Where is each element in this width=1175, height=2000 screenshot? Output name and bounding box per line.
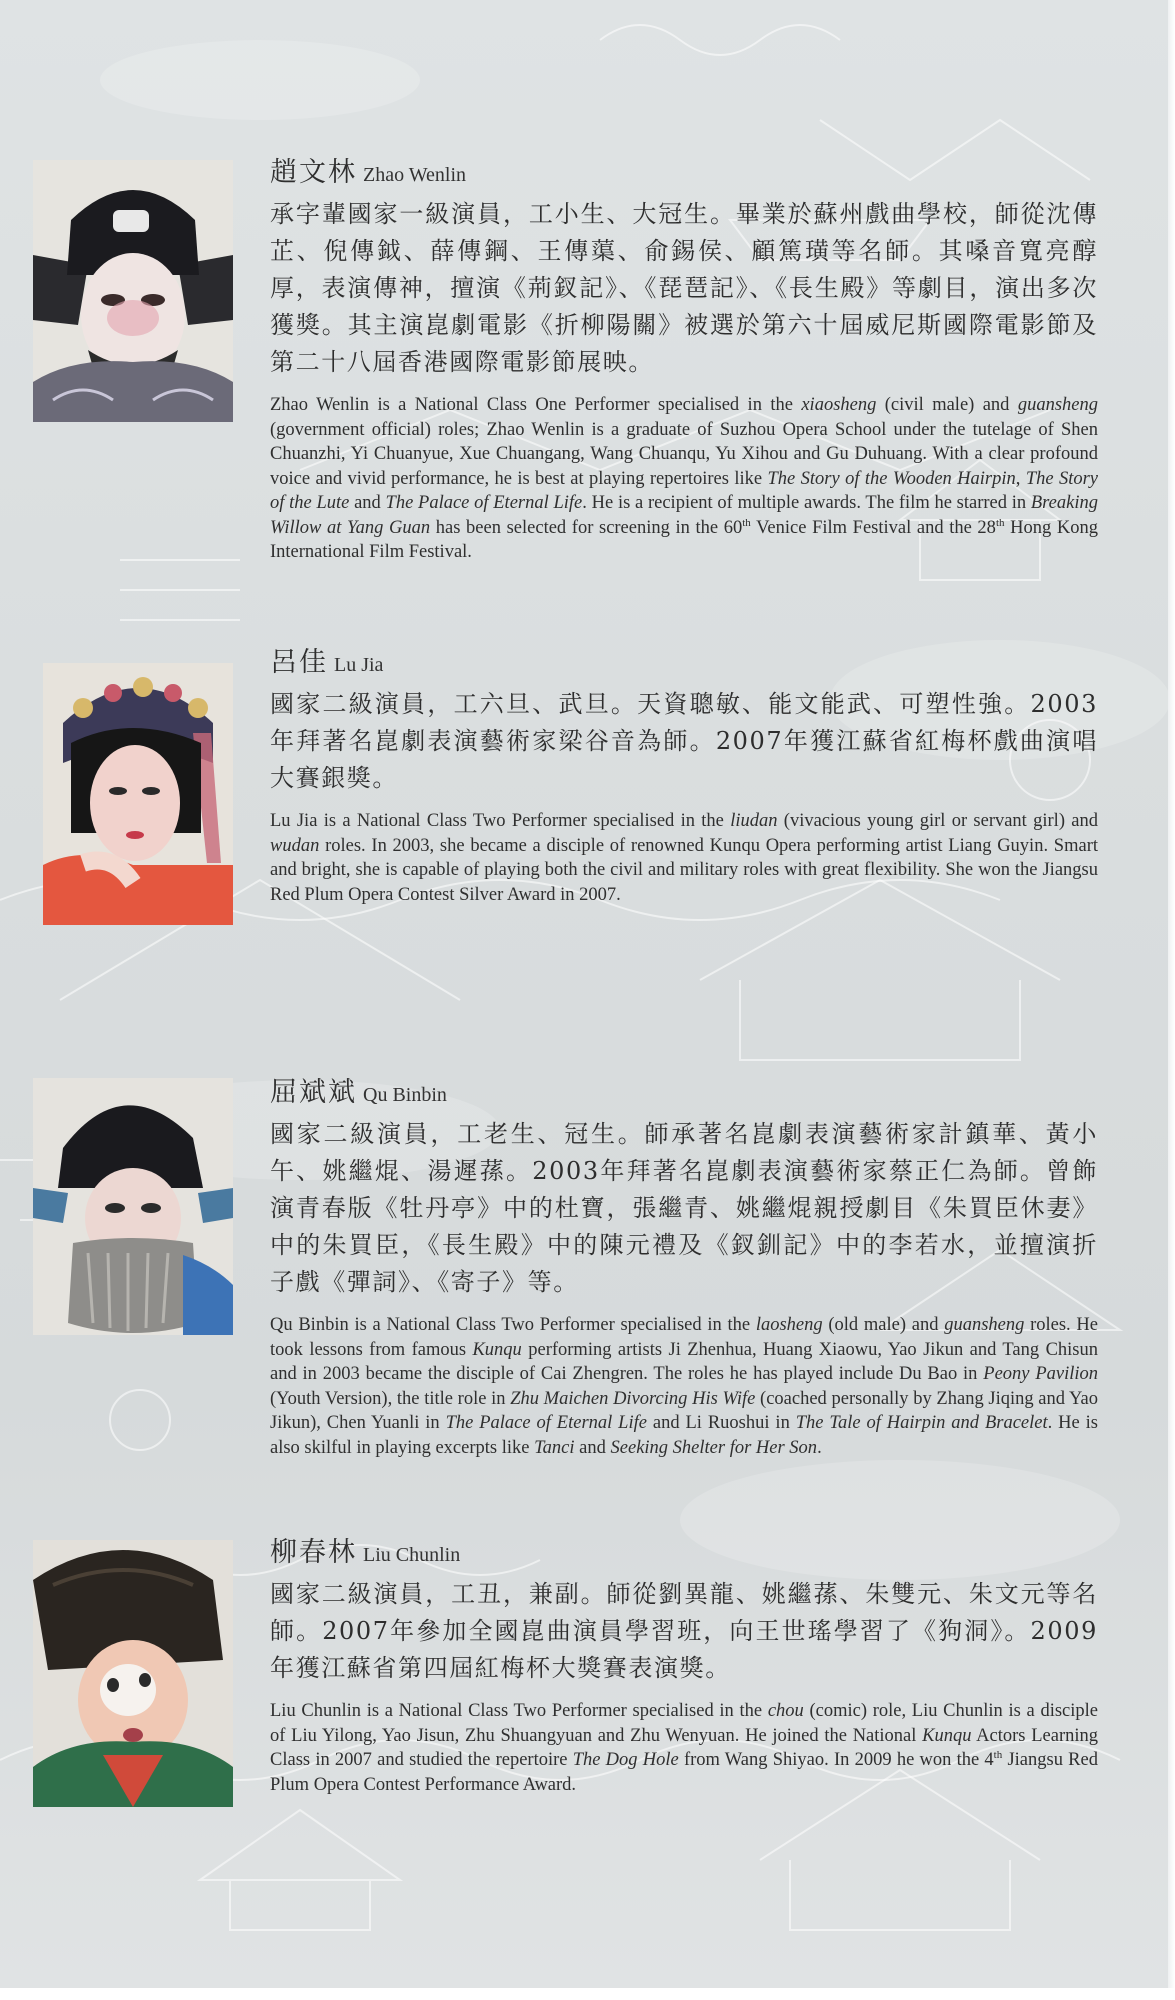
performer-text-1 [270,150,1098,565]
chinese-biography: 國家二級演員，工丑，兼副。師從劉異龍、姚繼蓀、朱雙元、朱文元等名師。2007年參加全國崑曲演員學習班，向王世瑤學習了《狗洞》。2009年獲江蘇省第四屆紅梅杯大獎賽表演獎。 [270,1580,1098,1682]
performer-name-line [270,640,1098,680]
performer-name-line [270,1070,1098,1110]
bio-text: (comic) role, Liu Chunlin is a disciple of Liu Yilong, Yao Jisun, Zhu Shuangyuan and Zhu Wenyuan. He joined the National [270,1701,1099,1746]
bio-text: Qu Binbin is a National Class Two Performer specialised in the [270,1315,756,1335]
work-title: Zhu Maichen Divorcing His Wife [510,1388,756,1409]
role-term: wudan [270,835,320,856]
work-title: The Dog Hole [572,1750,679,1770]
english-name: Lu Jia [334,654,384,676]
english-biography [270,1699,1098,1797]
work-title: The Tale of Hairpin and Bracelet [795,1413,1048,1433]
performer-text-3 [270,1070,1098,1460]
page-right-edge [1168,0,1175,2000]
bio-text: Liu Chunlin is a National Class Two Performer specialised in the [270,1701,768,1721]
chinese-name: 柳春林 [270,1537,357,1568]
ordinal-suffix: th [742,516,751,529]
work-title: The Story of the Lute [270,468,1099,513]
bio-text: (vivacious young girl or servant girl) and [777,811,1098,831]
role-term: xiaosheng [801,395,877,415]
bio-text: roles. In 2003, she became a disciple of renowned Kunqu Opera performing artist Liang Guyin. Smart and bright, she is capable of playing both the civil and military roles with great flexibility. She won the Jiangsu Red Plum Opera Contest Silver Award in 2007. [270,835,1098,905]
bio-text: performing artists Ji Zhenhua, Huang Xiaowu, Yao Jikun and Tang Chisun and in 2003 became the disciple of Cai Zhengren. The roles he has played include Du Bao in [270,1339,1098,1384]
bio-text: and Li Ruoshui in [646,1413,796,1433]
ordinal-suffix: th [995,516,1005,529]
bio-text: from Wang Shiyao. In 2009 he won the 4 [678,1750,994,1770]
bio-text: and [574,1437,611,1458]
role-term: guansheng [1017,395,1098,415]
work-title: The Palace of Eternal Life [385,493,583,513]
genre-term: Kunqu [472,1339,522,1360]
english-name: Liu Chunlin [363,1544,461,1566]
portrait-liu-chunlin [33,1540,233,1807]
work-title: Breaking Willow at Yang Guan [270,493,1098,538]
bio-text: Venice Film Festival and the 28 [750,517,996,538]
ordinal-suffix: th [993,1748,1003,1761]
bio-text: (coached personally by Zhang Jiqing and Yao Jikun), Chen Yuanli in [270,1388,1098,1433]
bio-text: , [1015,468,1026,489]
portrait-zhao-wenlin [33,160,233,422]
work-title: The Story of the Wooden Hairpin [767,468,1016,489]
bio-text: (old male) and [822,1315,945,1335]
bio-text: (government official) roles; Zhao Wenlin is a graduate of Suzhou Opera School under the tutelage of Shen Chuanzhi, Yi Chuanyue, Xue Chuangang, Wang Chuanqu, Yu Xihou and Gu Duhuang. With a clear profound voice and vivid performance, he is best at playing repertoires like [270,419,1098,489]
bio-text: . [817,1437,822,1458]
work-title: Tanci [534,1437,575,1458]
chinese-biography: 國家二級演員，工老生、冠生。師承著名崑劇表演藝術家計鎮華、黃小午、姚繼焜、湯遲蓀。2003年拜著名崑劇表演藝術家蔡正仁為師。曾飾演青春版《牡丹亭》中的杜寶，張繼青、姚繼焜親授劇目《朱買臣休妻》中的朱買臣，《長生殿》中的陳元禮及《釵釧記》中的李若水，並擅演折子戲《彈詞》、《寄子》等。 [270,1120,1098,1296]
bio-text: has been selected for screening in the 60 [430,517,743,538]
english-name: Zhao Wenlin [363,164,466,186]
bio-text: . He is a recipient of multiple awards. The film he starred in [582,493,1031,513]
english-name: Qu Binbin [363,1084,447,1106]
page-bottom-edge [0,1988,1175,2000]
genre-term: Kunqu [922,1725,972,1746]
work-title: Peony Pavilion [983,1364,1098,1384]
english-biography [270,809,1098,907]
bio-text: Zhao Wenlin is a National Class One Performer specialised in the [270,395,802,415]
bio-text: Hong Kong International Film Festival. [270,517,1098,562]
work-title: The Palace of Eternal Life [445,1413,647,1433]
bio-text: Lu Jia is a National Class Two Performer specialised in the [270,811,731,831]
performer-name-line [270,150,1098,190]
role-term: liudan [730,811,778,831]
bio-text: (Youth Version), the title role in [270,1388,511,1409]
chinese-name: 屈斌斌 [270,1077,357,1108]
bio-text: roles. He took lessons from famous [270,1315,1098,1360]
portrait-lu-jia [43,663,233,925]
bio-text: (civil male) and [876,395,1018,415]
performer-text-2 [270,640,1098,907]
bio-text: Jiangsu Red Plum Opera Contest Performance Award. [270,1750,1098,1795]
english-biography [270,393,1098,565]
english-biography [270,1313,1098,1460]
bio-text: Actors Learning Class in 2007 and studied the repertoire [270,1725,1098,1770]
bio-text: and [349,493,386,513]
role-term: chou [767,1701,804,1721]
chinese-name: 呂佳 [270,647,328,678]
role-term: guansheng [944,1315,1025,1335]
role-term: laosheng [755,1315,823,1335]
portrait-qu-binbin [33,1078,233,1335]
chinese-biography: 國家二級演員，工六旦、武旦。天資聰敏、能文能武、可塑性強。2003年拜著名崑劇表演藝術家梁谷音為師。2007年獲江蘇省紅梅杯戲曲演唱大賽銀獎。 [270,690,1098,792]
performer-name-line [270,1530,1098,1570]
performer-text-4 [270,1530,1098,1797]
work-title: Seeking Shelter for Her Son [610,1437,818,1458]
chinese-biography: 承字輩國家一級演員，工小生、大冠生。畢業於蘇州戲曲學校，師從沈傳芷、倪傳鉞、薛傳鋼、王傳蕖、俞錫侯、顧篤璜等名師。其嗓音寬亮醇厚，表演傳神，擅演《荊釵記》、《琵琶記》、《長生殿》等劇目，演出多次獲獎。其主演崑劇電影《折柳陽關》被選於第六十屆威尼斯國際電影節及第二十八屆香港國際電影節展映。 [270,200,1098,376]
chinese-name: 趙文林 [270,157,357,188]
bio-text: . He is also skilful in playing excerpts like [270,1413,1098,1458]
